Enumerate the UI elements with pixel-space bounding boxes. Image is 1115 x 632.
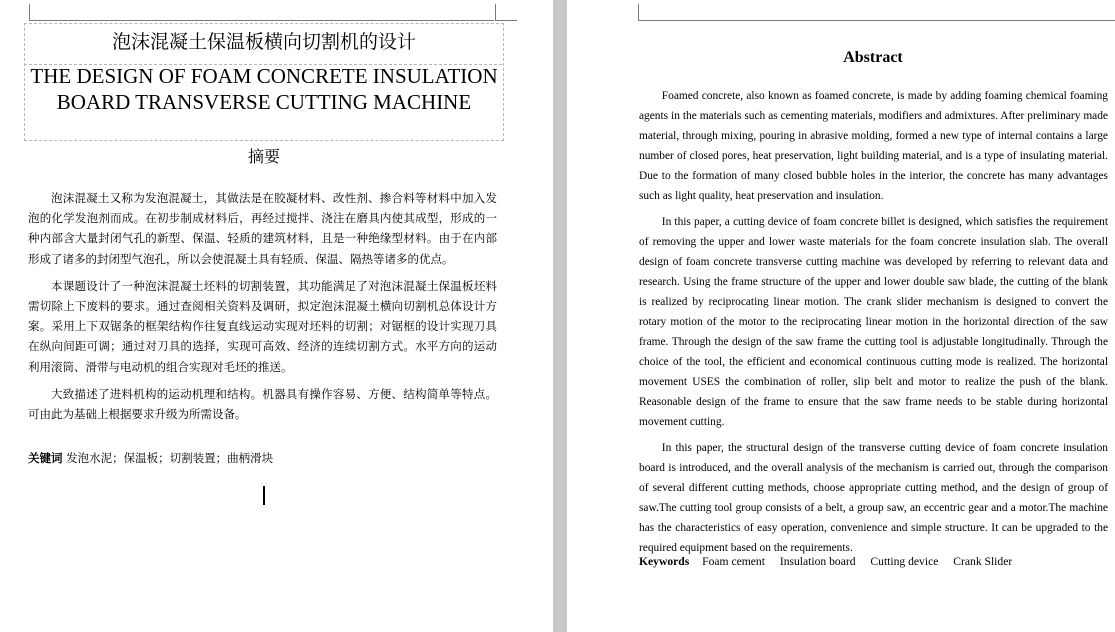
document-page-right[interactable] (567, 0, 1115, 632)
keyword-item: Insulation board (779, 555, 856, 568)
chinese-abstract-body[interactable] (28, 188, 497, 431)
chinese-paragraph[interactable]: 大致描述了进料机构的运动机理和结构。机器具有操作容易、方便、结构简单等特点。可由此为基础上根据要求升级为所需设备。 (28, 386, 497, 422)
keyword-item: Foam cement (702, 555, 765, 568)
chinese-keywords[interactable] (28, 448, 497, 468)
page-gap (553, 0, 567, 632)
english-abstract-body[interactable] (639, 86, 1108, 564)
english-keywords-label: Keywords (639, 555, 690, 568)
english-title[interactable]: THE DESIGN OF FOAM CONCRETE INSULATION BOARD TRANSVERSE CUTTING MACHINE (30, 64, 498, 114)
crop-mark-top-left (29, 4, 30, 21)
document-page-left[interactable] (0, 0, 553, 632)
crop-mark-top-left (638, 4, 639, 21)
english-paragraph[interactable]: In this paper, a cutting device of foam concrete billet is designed, which satisfies the requirement of removing the upper and lower waste materials for the foam concrete insulation slab. The overall design of foam concrete transverse cutting machine was developed by referring to relevant data and research. Using the frame structure of the upper and lower double saw blade, the cutting of the blank is realized by reciprocating linear motion. The crank slider mechanism is designed to convert the rotary motion of the motor to the reciprocating linear motion in the horizontal direction of the saw frame. Through the design of the saw frame the cutting tool is adjustable longitudinally. Through the choice of the tool, the efficient and economical continuous cutting mode is realized. The horizontal movement USES the combination of roller, slip belt and motor to realize the push of the blank. Reasonable design of the frame to ensure that the saw frame needs to be stable during horizontal movement cutting. (639, 216, 1108, 428)
keyword-item: Crank Slider (953, 555, 1013, 568)
chinese-paragraph[interactable]: 泡沫混凝土又称为发泡混凝土，其做法是在胶凝材料、改性剂、掺合料等材料中加入发泡的化学发泡剂而成。在初步制成材料后，再经过搅拌、浇注在磨具内使其成型，形成的一种内部含大量封闭气孔的新型、保温、轻质的建筑材料，且是一种绝缘型材料。由于在内部形成了诸多的封闭型气泡孔，所以会使混凝土具有轻质、保温、隔热等诸多的优点。 (28, 191, 497, 266)
crop-mark-top-left-h (29, 20, 494, 21)
english-paragraph[interactable]: Foamed concrete, also known as foamed concrete, is made by adding foaming chemical foaming agents in the materials such as cementing materials, modifiers and admixtures. After preliminary made material, through mixing, pouring in abrasive molding, formed a new type of internal contains a large number of closed pores, heat preservation, light building material, and is a type of insulating material. Due to the formation of many closed bubble holes in the interior, the concrete has many advantages such as light quality, heat preservation and insulation. (639, 90, 1108, 202)
crop-mark-top-right-h (495, 20, 517, 21)
crop-mark-top-left-h (638, 20, 1115, 21)
crop-mark-top-right (495, 4, 496, 21)
english-abstract-heading[interactable]: Abstract (843, 49, 903, 66)
chinese-paragraph[interactable]: 本课题设计了一种泡沫混凝土坯料的切割装置，其功能满足了对泡沫混凝土保温板坯料需切除上下废料的要求。通过查阅相关资料及调研，拟定泡沫混凝土横向切割机总体设计方案。采用上下双锯条的框架结构作往复直线运动实现对坯料的切割；对锯框的设计实现刀具在纵向间距可调；通过对刀具的选择，实现可高效、经济的连续切割方式。水平方向的运动利用滚筒、滑带与电动机的组合实现对毛坯的推送。 (28, 278, 497, 374)
english-paragraph[interactable]: In this paper, the structural design of the transverse cutting device of foam concrete insulation board is introduced, and the overall analysis of the mechanism is carried out, through the comparison of several different cutting methods, choose appropriate cutting method, and the design of group of saw.The cutting tool group consists of a belt, a group saw, an eccentric gear and a motor.The machine has the characteristics of easy operation, convenience and simple structure. It can be upgraded to the required equipment based on the requirements. (639, 442, 1108, 554)
chinese-title[interactable]: 泡沫混凝土保温板横向切割机的设计 (111, 31, 416, 53)
keyword-item: Cutting device (870, 555, 939, 568)
text-cursor (263, 486, 265, 505)
chinese-abstract-heading[interactable]: 摘要 (247, 147, 280, 166)
chinese-keywords-list: 发泡水泥；保温板；切割装置；曲柄滑块 (66, 451, 274, 465)
chinese-keywords-label: 关键词 (28, 451, 63, 465)
english-keywords[interactable] (639, 552, 1108, 572)
